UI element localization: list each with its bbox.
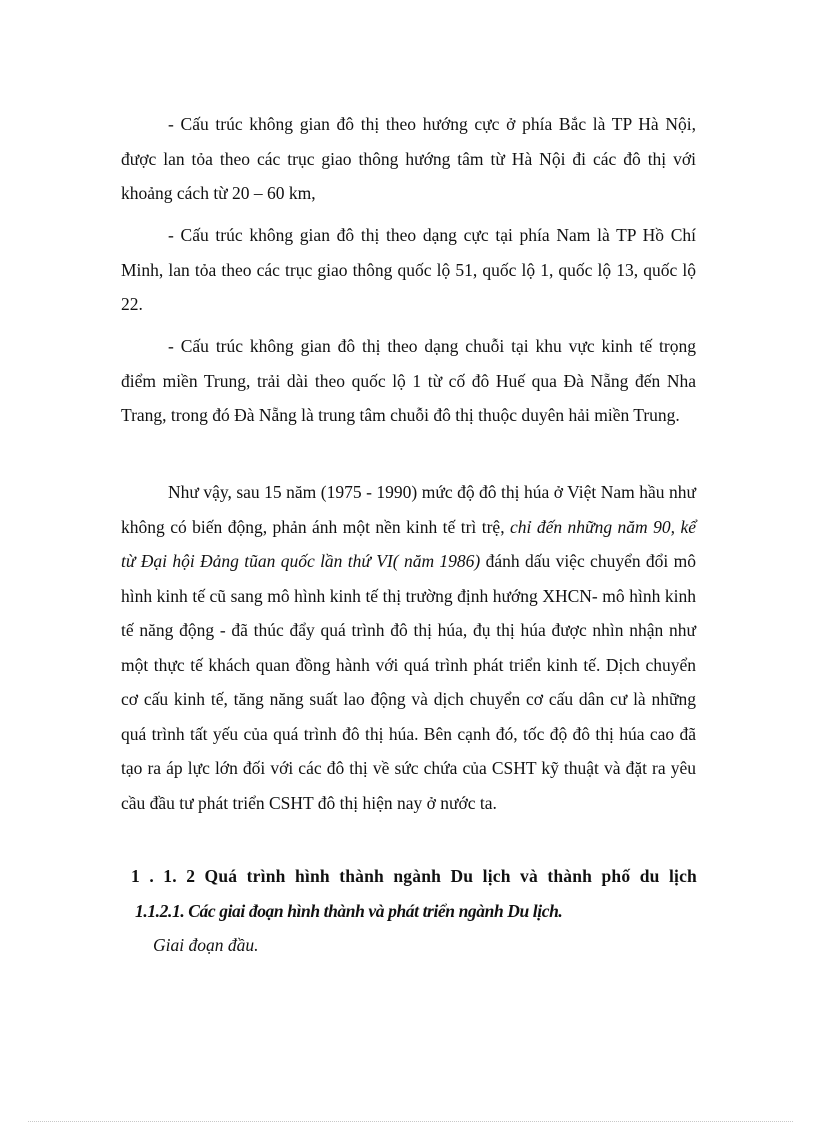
paragraph-south-pole-structure: - Cấu trúc không gian đô thị theo dạng cực tại phía Nam là TP Hồ Chí Minh, lan tỏa theo các trục giao thông quốc lộ 51, quốc lộ 1, quốc lộ 13, quốc lộ 22.	[121, 225, 696, 314]
section-heading: 1 . 1. 2 Quá trình hình thành ngành Du lịch và thành phố du lịch	[131, 866, 697, 886]
paragraph-italic-phrase: chỉ đến những năm 90, kể từ Đại hội Đảng tũan quốc lần thứ VI( năm 1986)	[121, 516, 696, 571]
paragraph-central-chain-structure: - Cấu trúc không gian đô thị theo dạng chuỗi tại khu vực kinh tế trọng điểm miền Trung, trải dài theo quốc lộ 1 từ cố đô Huế qua Đà Nẵng đến Nha Trang, trong đó Đà Nẵng là trung tâm chuỗi đô thị thuộc duyên hải miền Trung.	[121, 336, 696, 425]
paragraph-text-part1: Như vậy, sau 15 năm (1975 - 1990) mức độ đô thị húa ở Việt Nam hầu như không có biến động, phản ánh một nền kinh tế trì trệ,	[121, 482, 696, 537]
paragraph-urbanization-summary	[121, 475, 696, 820]
page-bottom-divider	[28, 1121, 793, 1122]
stage-label: Giai đoạn đầu.	[153, 935, 259, 955]
paragraph-text-part2: đánh dấu việc chuyển đổi mô hình kinh tế cũ sang mô hình kinh tế thị trường định hướng XHCN- mô hình kinh tế năng động - đã thúc đẩy quá trình đô thị húa, đụ thị húa được nhìn nhận như một thực tế khách quan đồng hành với quá trình phát triển kinh tế. Dịch chuyển cơ cấu kinh tế, tăng năng suất lao động và dịch chuyển cơ cấu dân cư là những quá trình tất yếu của quá trình đô thị húa. Bên cạnh đó, tốc độ đô thị húa cao đã tạo ra áp lực lớn đối với các đô thị về sức chứa của CSHT kỹ thuật và đặt ra yêu cầu đầu tư phát triển CSHT đô thị hiện nay ở nước ta.	[121, 551, 696, 813]
subsection-heading: 1.1.2.1. Các giai đoạn hình thành và phát triển ngành Du lịch.	[135, 901, 563, 921]
paragraph-north-pole-structure: - Cấu trúc không gian đô thị theo hướng cực ở phía Bắc là TP Hà Nội, được lan tỏa theo các trục giao thông hướng tâm từ Hà Nội đi các đô thị với khoảng cách từ 20 – 60 km,	[121, 114, 696, 203]
